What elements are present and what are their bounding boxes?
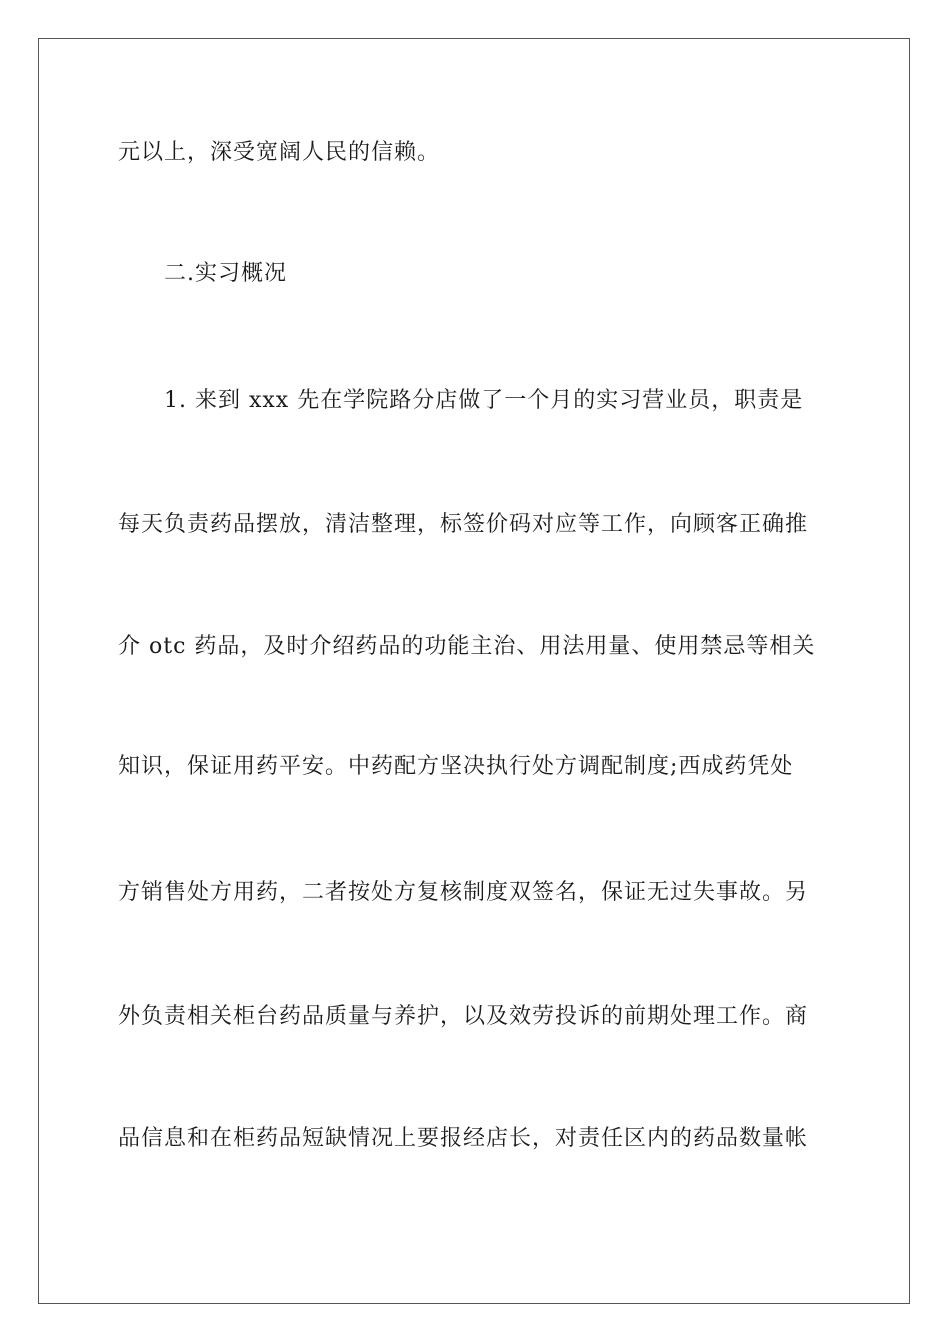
section-heading: 二.实习概况 (164, 261, 287, 286)
paragraph-line: 品信息和在柜药品短缺情况上要报经店长，对责任区内的药品数量帐 (118, 1126, 809, 1151)
paragraph-line: 知识，保证用药平安。中药配方坚决执行处方调配制度;西成药凭处 (118, 754, 794, 779)
page-border (38, 38, 910, 1304)
paragraph-line: 介 otc 药品，及时介绍药品的功能主治、用法用量、使用禁忌等相关 (118, 634, 816, 659)
paragraph-line: 1. 来到 xxx 先在学院路分店做了一个月的实习营业员，职责是 (164, 388, 804, 413)
paragraph-line: 元以上，深受宽阔人民的信赖。 (118, 140, 441, 165)
paragraph-line: 外负责相关柜台药品质量与养护，以及效劳投诉的前期处理工作。商 (118, 1004, 809, 1029)
paragraph-line: 每天负责药品摆放，清洁整理，标签价码对应等工作，向顾客正确推 (118, 512, 809, 537)
paragraph-line: 方销售处方用药，二者按处方复核制度双签名，保证无过失事故。另 (118, 880, 809, 905)
